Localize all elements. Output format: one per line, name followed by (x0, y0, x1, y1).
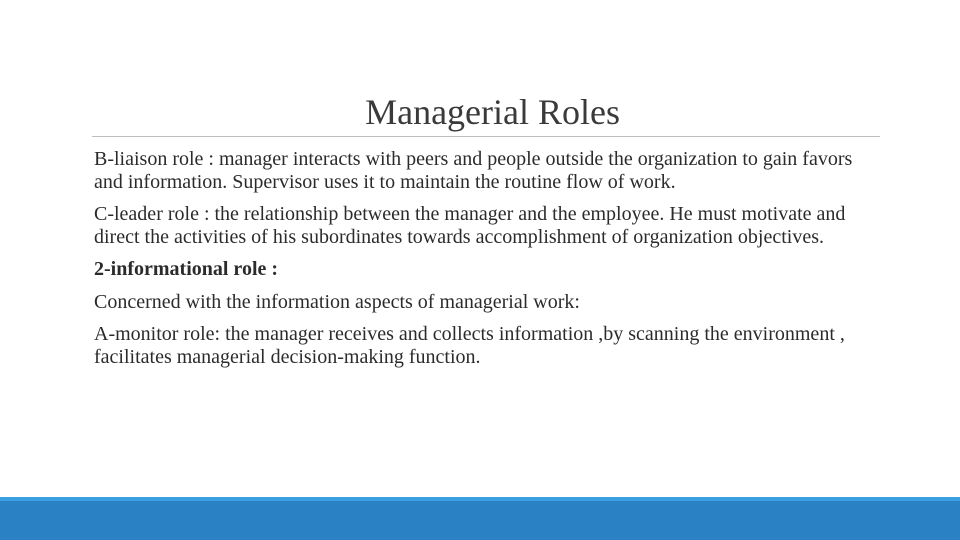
title-divider (92, 136, 880, 137)
bottom-band-accent (0, 497, 960, 501)
paragraph-informational-description: Concerned with the information aspects of managerial work: (94, 290, 580, 313)
paragraph-informational-role-heading: 2-informational role : (94, 258, 279, 280)
slide-title: Managerial Roles (365, 92, 620, 132)
slide-body (94, 148, 884, 378)
bottom-color-band (0, 497, 960, 540)
paragraph-monitor-role: A-monitor role: the manager receives and collects information ,by scanning the environment , facilitates managerial decision-making function. (94, 323, 845, 368)
paragraph-leader-role: C-leader role : the relationship between the manager and the employee. He must motivate and direct the activities of his subordinates towards accomplishment of organization objectives. (94, 203, 846, 248)
paragraph-liaison-role: B-liaison role : manager interacts with peers and people outside the organization to gain favors and information. Supervisor uses it to maintain the routine flow of work. (94, 148, 853, 193)
